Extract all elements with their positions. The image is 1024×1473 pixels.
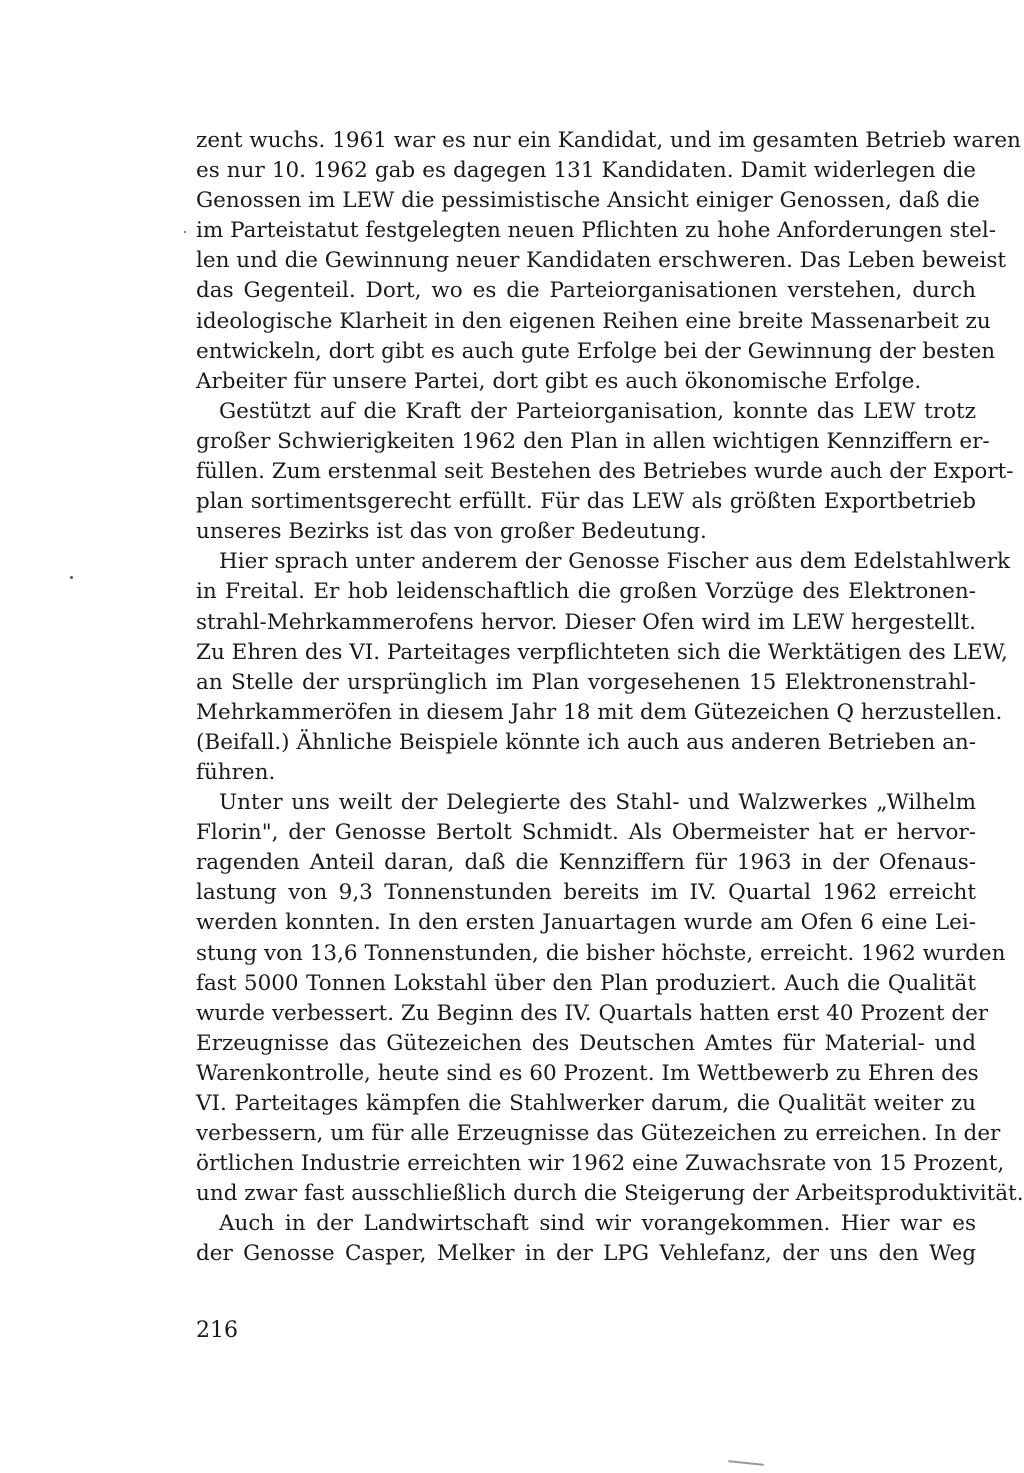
text-line: füllen. Zum erstenmal seit Bestehen des Betriebes wurde auch der Export-	[196, 459, 1014, 485]
paragraph	[196, 547, 1011, 788]
text-line: stung von 13,6 Tonnenstunden, die bisher höchste, erreicht. 1962 wurden	[196, 940, 1006, 966]
text-line: werden konnten. In den ersten Januartagen wurde am Ofen 6 eine Lei-	[196, 910, 976, 936]
text-line: es nur 10. 1962 gab es dagegen 131 Kandidaten. Damit widerlegen die	[196, 158, 976, 184]
text-line: len und die Gewinnung neuer Kandidaten erschweren. Das Leben beweist	[196, 248, 1006, 274]
text-line: Unter uns weilt der Delegierte des Stahl- und Walzwerkes „Wilhelm	[219, 790, 976, 816]
paragraph	[196, 1209, 976, 1269]
text-line: ragenden Anteil daran, daß die Kennziffern für 1963 in der Ofenaus-	[196, 850, 976, 876]
text-line: das Gegenteil. Dort, wo es die Parteiorganisationen verstehen, durch	[196, 278, 976, 304]
text-line: Gestützt auf die Kraft der Parteiorganisation, konnte das LEW trotz	[219, 398, 976, 424]
text-line: Florin", der Genosse Bertolt Schmidt. Als Obermeister hat er hervor-	[196, 820, 976, 846]
paragraph	[196, 788, 1024, 1209]
paragraph	[196, 126, 1021, 397]
text-line: ideologische Klarheit in den eigenen Reihen eine breite Massenarbeit zu	[196, 308, 991, 334]
text-line: und zwar fast ausschließlich durch die Steigerung der Arbeitsproduktivität.	[196, 1181, 1024, 1207]
text-line: großer Schwierigkeiten 1962 den Plan in allen wichtigen Kennziffern er-	[196, 428, 990, 454]
scan-dot	[184, 231, 186, 233]
text-line: zent wuchs. 1961 war es nur ein Kandidat, und im gesamten Betrieb waren	[196, 128, 1021, 153]
scan-smudge	[728, 1460, 764, 1466]
text-line: unseres Bezirks ist das von großer Bedeutung.	[196, 519, 707, 545]
text-line: an Stelle der ursprünglich im Plan vorgesehenen 15 Elektronenstrahl-	[196, 669, 976, 695]
text-line: der Genosse Casper, Melker in der LPG Vehlefanz, der uns den Weg	[196, 1241, 976, 1267]
page-number: 216	[196, 1318, 238, 1343]
text-line: (Beifall.) Ähnliche Beispiele könnte ich auch aus anderen Betrieben an-	[196, 729, 976, 755]
text-line: fast 5000 Tonnen Lokstahl über den Plan produziert. Auch die Qualität	[196, 970, 976, 996]
scan-dot	[70, 576, 73, 579]
text-line: wurde verbessert. Zu Beginn des IV. Quartals hatten erst 40 Prozent der	[196, 1000, 989, 1026]
text-line: Warenkontrolle, heute sind es 60 Prozent. Im Wettbewerb zu Ehren des	[196, 1060, 979, 1086]
text-line: Hier sprach unter anderem der Genosse Fischer aus dem Edelstahlwerk	[219, 549, 1011, 575]
text-line: im Parteistatut festgelegten neuen Pflichten zu hohe Anforderungen stel-	[196, 218, 996, 244]
text-line: Arbeiter für unsere Partei, dort gibt es auch ökonomische Erfolge.	[196, 368, 922, 394]
text-line: VI. Parteitages kämpfen die Stahlwerker darum, die Qualität weiter zu	[196, 1091, 976, 1116]
text-line: lastung von 9,3 Tonnenstunden bereits im IV. Quartal 1962 erreicht	[196, 880, 976, 906]
text-line: in Freital. Er hob leidenschaftlich die großen Vorzüge des Elektronen-	[196, 579, 976, 605]
text-line: Auch in der Landwirtschaft sind wir vorangekommen. Hier war es	[219, 1211, 976, 1237]
text-line: entwickeln, dort gibt es auch gute Erfolge bei der Gewinnung der besten	[196, 338, 996, 364]
paragraph	[196, 397, 1014, 547]
text-line: Erzeugnisse das Gütezeichen des Deutschen Amtes für Material- und	[196, 1030, 976, 1056]
text-line: verbessern, um für alle Erzeugnisse das Gütezeichen zu erreichen. In der	[196, 1121, 1001, 1147]
text-line: örtlichen Industrie erreichten wir 1962 eine Zuwachsrate von 15 Prozent,	[196, 1151, 1005, 1177]
text-line: plan sortimentsgerecht erfüllt. Für das LEW als größten Exportbetrieb	[196, 489, 976, 515]
text-line: Zu Ehren des VI. Parteitages verpflichteten sich die Werktätigen des LEW,	[196, 639, 1008, 665]
text-line: Genossen im LEW die pessimistische Ansicht einiger Genossen, daß die	[196, 188, 980, 214]
text-line: strahl-Mehrkammerofens hervor. Dieser Ofen wird im LEW hergestellt.	[196, 609, 976, 635]
text-line: führen.	[196, 759, 276, 785]
body-text	[196, 126, 1024, 1270]
text-line: Mehrkammeröfen in diesem Jahr 18 mit dem Gütezeichen Q herzustellen.	[196, 699, 1003, 725]
